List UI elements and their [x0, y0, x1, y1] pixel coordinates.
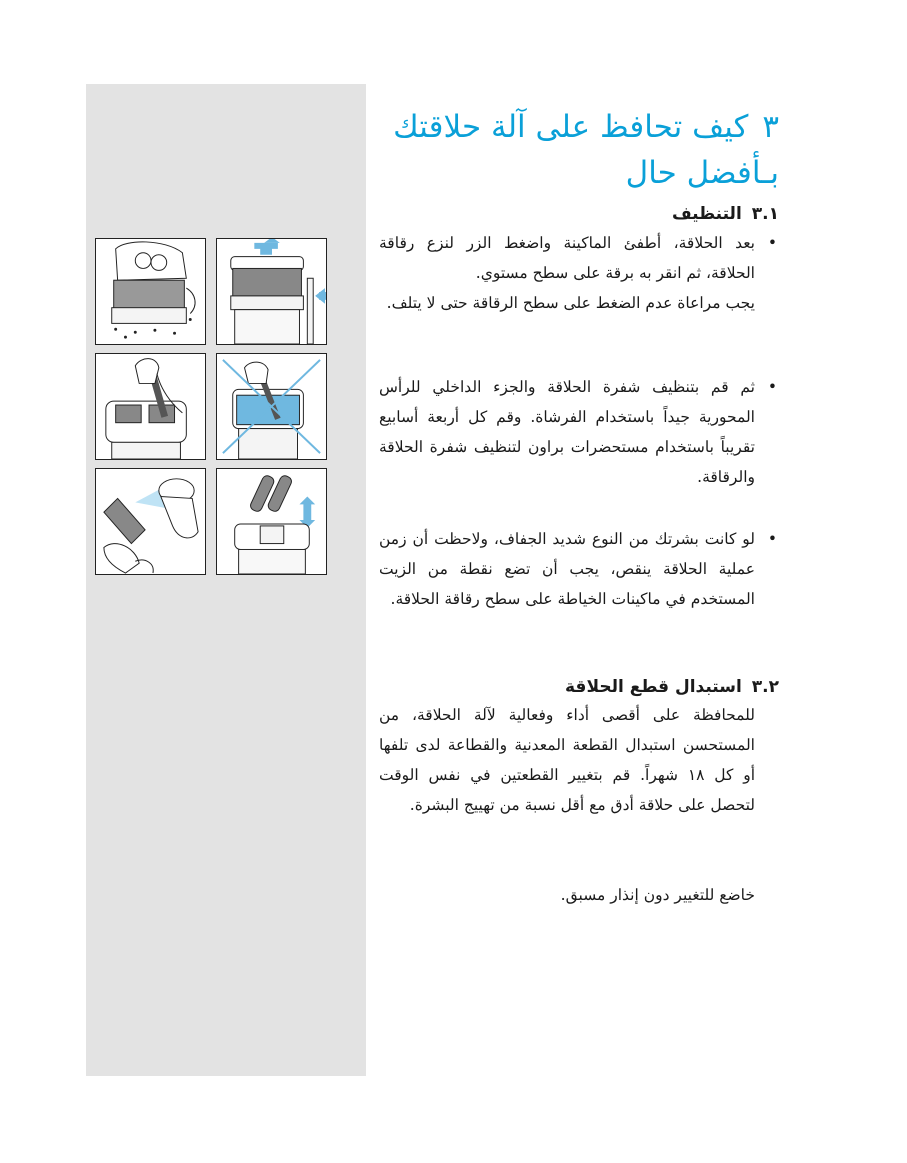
illustration-remove-foil: [216, 238, 327, 345]
cleaning-bullet-2: [379, 372, 779, 492]
cleaning-section: [379, 201, 779, 227]
replacing-heading: ٣.٢استبدال قطع الحلاقة: [565, 677, 779, 697]
bullet-text: ثم قم بتنظيف شفرة الحلاقة والجزء الداخلي للرأس المحورية جيداً باستخدام الفرشاة. وقم كل أربعة أسابيع تقريباً باستخدام مستحضرات براون لتنظيف شفرة الحلاقة والرقاقة.: [379, 378, 755, 486]
bullet-text: بعد الحلاقة، أطفئ الماكينة واضغط الزر لنزع رقاقة الحلاقة، ثم انقر به برقة على سطح مستوي.: [379, 234, 755, 282]
section-title-line1: ٣كيف تحافظ على آلة حلاقتك: [393, 109, 779, 145]
cleaning-note: يجب مراعاة عدم الضغط على سطح الرقاقة حتى لا يتلف.: [386, 294, 755, 312]
illustration-replace-parts: [216, 468, 327, 575]
spray-cleaner-icon: [96, 469, 205, 574]
footer-note-block: [379, 880, 779, 910]
illustration-tap-foil: [95, 238, 206, 345]
section-title: [379, 104, 779, 196]
bullet-text: لو كانت بشرتك من النوع شديد الجفاف، ولاحظت أن زمن عملية الحلاقة ينقص، يجب أن تضع نقطة من الزيت المستخدم في ماكينات الخياطة على سطح رقاقة الحلاقة.: [379, 530, 755, 608]
illustration-brush-cutter: [95, 353, 206, 460]
hand-tapping-foil-icon: [96, 239, 205, 344]
footer-note: خاضع للتغيير دون إنذار مسبق.: [560, 886, 755, 904]
illustration-grid: [95, 238, 331, 578]
bullet-icon: •: [767, 234, 777, 252]
brush-cutter-icon: [96, 354, 205, 459]
crossed-brush-icon: [217, 354, 326, 459]
replacing-text: للمحافظة على أقصى أداء وفعالية لآلة الحلاقة، من المستحسن استبدال القطعة المعدنية والقطاعة لدى تلفها أو كل ١٨ شهراً. قم بتغيير القطعتين في نفس الوقت لتحصل على حلاقة أدق مع أقل نسبة من تهييج البشرة.: [379, 706, 755, 814]
bullet-icon: •: [767, 530, 777, 548]
illustration-no-brush-foil: [216, 353, 327, 460]
replace-cutter-foil-icon: [217, 469, 326, 574]
bullet-icon: •: [767, 378, 777, 396]
cleaning-bullet-3: [379, 524, 779, 614]
illustration-spray-cleaner: [95, 468, 206, 575]
gray-sidebar-panel: [86, 84, 366, 1076]
cleaning-bullet-1: [379, 228, 779, 318]
shaver-foil-release-icon: [217, 239, 326, 344]
section-title-line2: بـأفضل حال: [625, 155, 779, 191]
cleaning-heading: ٣.١التنظيف: [671, 204, 779, 224]
replacing-section: [379, 674, 779, 820]
section-number: ٣: [762, 109, 779, 145]
